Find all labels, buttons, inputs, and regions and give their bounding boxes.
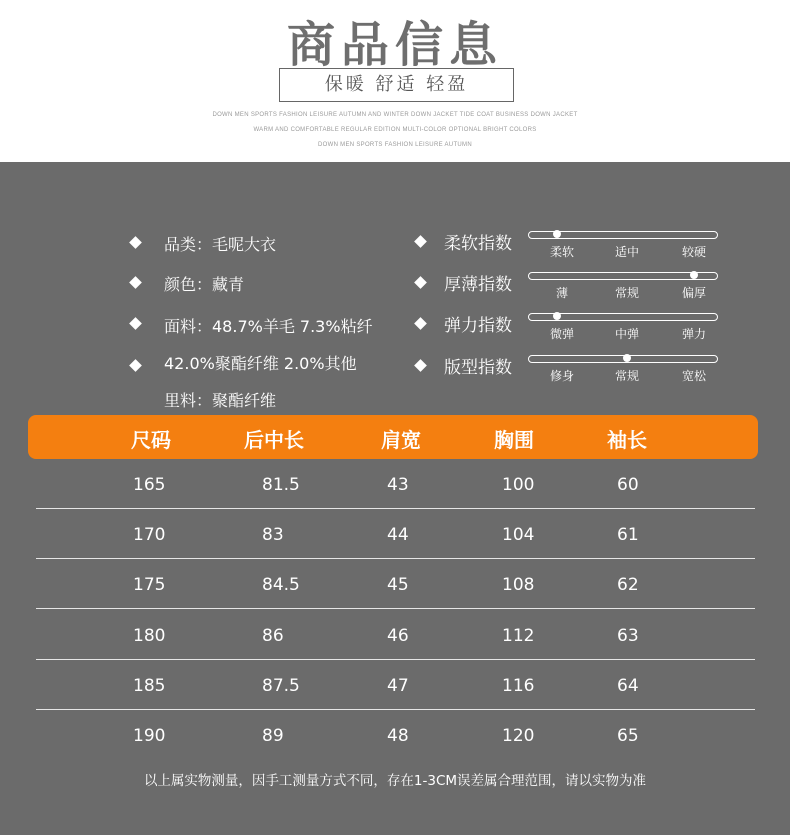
- col-header-size: 尺码: [131, 428, 171, 452]
- table-cell: 61: [617, 525, 639, 546]
- index-slider-track: [528, 272, 718, 280]
- table-cell: 86: [262, 625, 284, 646]
- table-cell: 116: [502, 675, 535, 696]
- col-header-chest: 胸围: [494, 428, 534, 452]
- index-scale-label: 常规: [614, 286, 640, 300]
- spec-fabric-continued: 42.0%聚酯纤维 2.0%其他: [164, 354, 357, 373]
- table-cell: 84.5: [262, 575, 300, 596]
- row-divider: [36, 709, 755, 710]
- index-label: 版型指数: [444, 358, 512, 378]
- row-divider: [36, 659, 755, 660]
- table-cell: 47: [387, 675, 409, 696]
- spec-lining: 里料：聚酯纤维: [164, 391, 277, 410]
- spec-color: 颜色：藏青: [164, 275, 245, 294]
- table-cell: 62: [617, 575, 639, 596]
- col-header-back-length: 后中长: [244, 428, 304, 452]
- spec-fabric: 面料：48.7%羊毛 7.3%粘纤: [164, 317, 373, 336]
- row-divider: [36, 508, 755, 509]
- index-scale-label: 柔软: [549, 245, 575, 259]
- table-cell: 83: [262, 525, 284, 546]
- index-scale-label: 较硬: [681, 245, 707, 259]
- table-cell: 48: [387, 726, 409, 746]
- table-cell: 112: [502, 625, 535, 646]
- index-label: 厚薄指数: [444, 275, 512, 295]
- col-header-shoulder: 肩宽: [381, 428, 421, 452]
- table-cell: 165: [133, 475, 166, 495]
- table-cell: 46: [387, 625, 409, 646]
- index-scale-label: 常规: [614, 369, 640, 383]
- table-cell: 175: [133, 575, 166, 596]
- table-cell: 60: [617, 475, 639, 495]
- index-scale-label: 中弹: [614, 327, 640, 341]
- table-cell: 190: [133, 726, 166, 746]
- table-cell: 65: [617, 726, 639, 746]
- table-cell: 180: [133, 625, 166, 646]
- header: [0, 0, 790, 162]
- col-header-sleeve: 袖长: [607, 428, 647, 452]
- measurement-note: 以上属实物测量，因手工测量方式不同，存在1-3CM误差属合理范围，请以实物为准: [143, 773, 647, 789]
- english-tagline-3: DOWN MEN SPORTS FASHION LEISURE AUTUMN: [318, 142, 472, 148]
- slogan: 保暖 舒适 轻盈: [279, 68, 514, 102]
- index-slider-knob: [553, 312, 561, 320]
- table-cell: 63: [617, 625, 639, 646]
- index-scale-label: 偏厚: [681, 286, 707, 300]
- table-cell: 44: [387, 525, 409, 546]
- table-cell: 100: [502, 475, 535, 495]
- english-tagline-2: WARM AND COMFORTABLE REGULAR EDITION MULTI-COLOR OPTIONAL BRIGHT COLORS: [253, 127, 537, 133]
- row-divider: [36, 558, 755, 559]
- table-cell: 64: [617, 675, 639, 696]
- index-scale-label: 弹力: [681, 327, 707, 341]
- index-scale-label: 微弹: [549, 327, 575, 341]
- index-slider-knob: [623, 354, 631, 362]
- index-scale-label: 宽松: [681, 369, 707, 383]
- table-cell: 87.5: [262, 675, 300, 696]
- table-cell: 170: [133, 525, 166, 546]
- index-label: 柔软指数: [444, 234, 512, 254]
- table-cell: 185: [133, 675, 166, 696]
- index-scale-label: 适中: [614, 245, 640, 259]
- table-cell: 104: [502, 525, 535, 546]
- index-slider-track: [528, 313, 718, 321]
- table-cell: 81.5: [262, 475, 300, 495]
- index-slider-knob: [553, 230, 561, 238]
- index-slider-track: [528, 231, 718, 239]
- spec-category: 品类：毛呢大衣: [164, 235, 277, 254]
- row-divider: [36, 608, 755, 609]
- english-tagline-1: DOWN MEN SPORTS FASHION LEISURE AUTUMN AND WINTER DOWN JACKET TIDE COAT BUSINESS DOWN JACKET: [212, 112, 578, 118]
- table-cell: 43: [387, 475, 409, 495]
- size-table-header: [28, 415, 758, 459]
- table-cell: 89: [262, 726, 284, 746]
- table-cell: 45: [387, 575, 409, 596]
- table-cell: 108: [502, 575, 535, 596]
- index-scale-label: 薄: [555, 286, 569, 300]
- index-label: 弹力指数: [444, 316, 512, 336]
- index-slider-knob: [690, 271, 698, 279]
- page-title: 商品信息: [286, 17, 503, 73]
- index-scale-label: 修身: [549, 369, 575, 383]
- index-slider-track: [528, 355, 718, 363]
- table-cell: 120: [502, 726, 535, 746]
